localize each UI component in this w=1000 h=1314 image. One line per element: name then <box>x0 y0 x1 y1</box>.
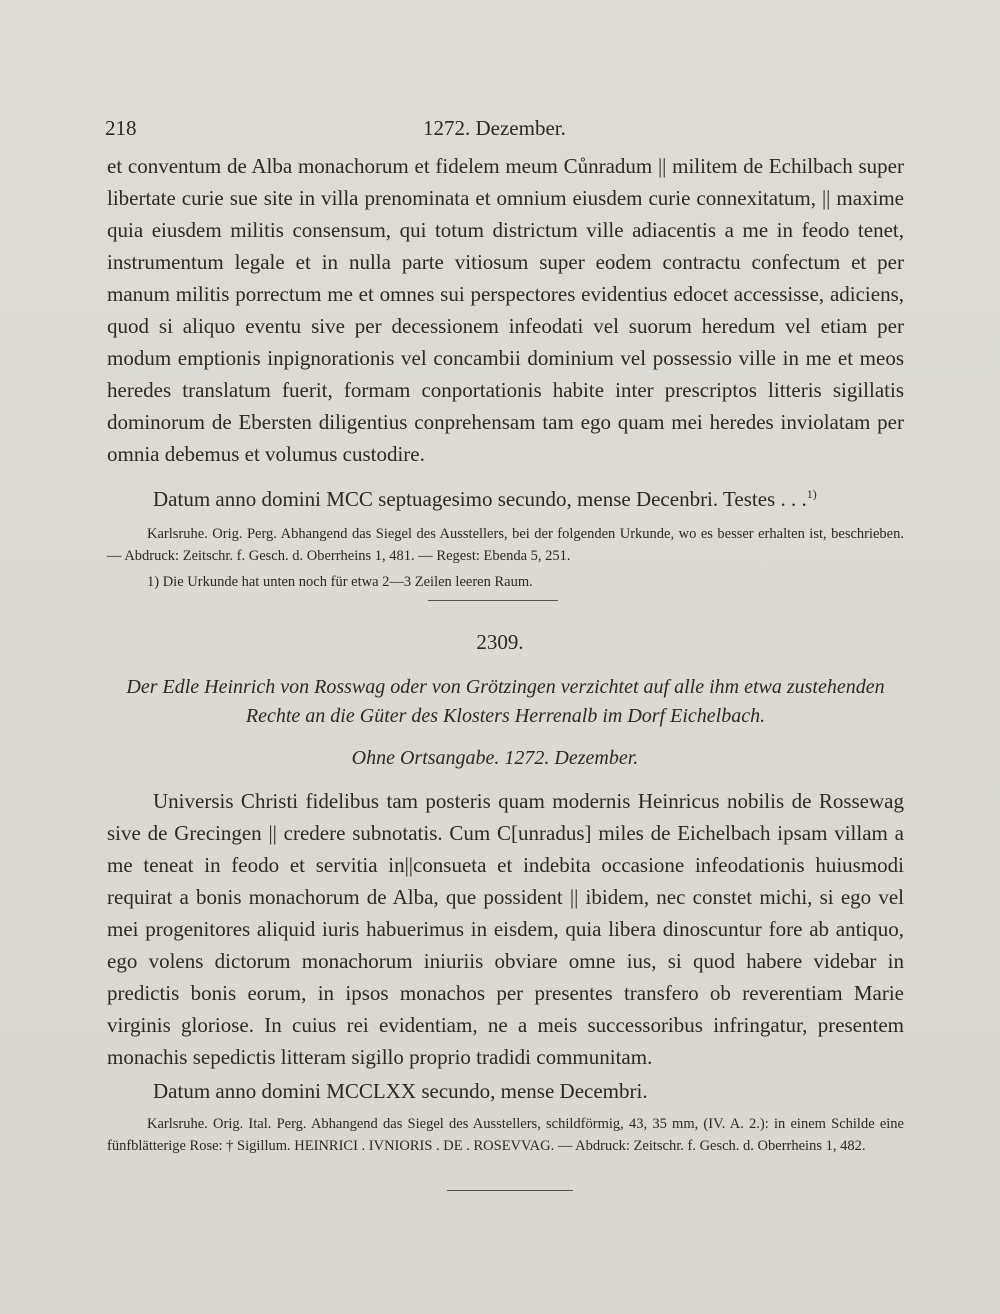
continuation-block <box>107 150 904 593</box>
continuation-footnote: 1) Die Urkunde hat unten noch für etwa 2—3 Zeilen leeren Raum. <box>147 574 533 590</box>
document-paragraph: Universis Christi fidelibus tam posteris quam modernis Heinricus nobilis de Rossewag sive de Grecingen || credere subnotatis. Cum C[unradus] miles de Eichelbach ipsam villam a me teneat in feodo et servitia in||consueta et indebita occasione infeodationis huiusmodi requirat a bonis monachorum de Alba, que possident || ibidem, nec constet michi, si ego vel mei progenitores aliquid iuris habuerimus in eisdem, quia libera dinoscuntur fore ab antiquo, ego volens dictorum monachorum iniuriis obviare omne ius, si quod habere videbar in predictis bonis eorum, in ipsos monachos per presentes transfero ob reverentiam Marie virginis gloriose. In cuius rei evidentiam, ne a meis successoribus infringatur, presentem monachis sepedictis litteram sigillo proprio tradidi communitam. <box>107 789 904 1069</box>
document-datum: Datum anno domini MCCLXX secundo, mense Decembri. <box>153 1079 648 1103</box>
document-source-note: Karlsruhe. Orig. Ital. Perg. Abhangend das Siegel des Ausstellers, schildförmig, 43, 35 mm, (IV. A. 2.): in einem Schilde eine fünfblätterige Rose: † Sigillum. HEINRICI . IVNIORIS . DE . ROSEVVAG. — Abdruck: Zeitschr. f. Gesch. d. Oberrheins 1, 482. <box>107 1116 904 1154</box>
document-number: 2309. <box>476 630 524 654</box>
continuation-source-note: Karlsruhe. Orig. Perg. Abhangend das Siegel des Ausstellers, bei der folgenden Urkunde, wo es besser erhalten ist, beschrieben. — Abdruck: Zeitschr. f. Gesch. d. Oberrheins 1, 481. — Regest: Ebenda 5, 251. <box>107 526 904 564</box>
end-divider <box>447 1190 573 1191</box>
continuation-datum-text: Datum anno domini MCC septuagesimo secundo, mense Decenbri. Testes . . . <box>153 487 807 511</box>
section-divider <box>428 600 558 601</box>
footnote-mark: 1) <box>806 487 817 501</box>
document-place-date: Ohne Ortsangabe. 1272. Dezember. <box>351 747 639 769</box>
page-header <box>105 116 905 146</box>
document-block <box>107 785 904 1157</box>
continuation-datum <box>107 478 904 515</box>
running-head: 1272. Dezember. <box>423 116 566 140</box>
page-number: 218 <box>105 116 137 140</box>
document-summary: Der Edle Heinrich von Rosswag oder von Grötzingen verzichtet auf alle ihm etwa zustehenden Rechte an die Güter des Klosters Herrenalb im Dorf Eichelbach. <box>126 676 885 727</box>
continuation-paragraph: et conventum de Alba monachorum et fidelem meum Cůnradum || militem de Echilbach super libertate curie sue site in villa prenominata et omnium eiusdem curie connexitatum, || maxime quia eiusdem militis consensum, qui totum districtum ville adiacentis a me in feodo tenet, instrumentum legale et in nulla parte vitiosum super eodem contractu confectum et per manum militis porrectum me et omnes sui perspectores evidentius edocet accessisse, adiciens, quod si aliquo eventu sive per decessionem infeodati vel suorum heredum vel etiam per modum emptionis inpignorationis vel concambii dominium vel possessio ville in me et meos heredes translatum fuerit, formam conportationis habite inter prescriptos litteris sigillatis dominorum de Ebersten diligentius conprehensam tam ego quam mei heredes inviolatam per omnia debemus et volumus custodire. <box>107 154 904 466</box>
